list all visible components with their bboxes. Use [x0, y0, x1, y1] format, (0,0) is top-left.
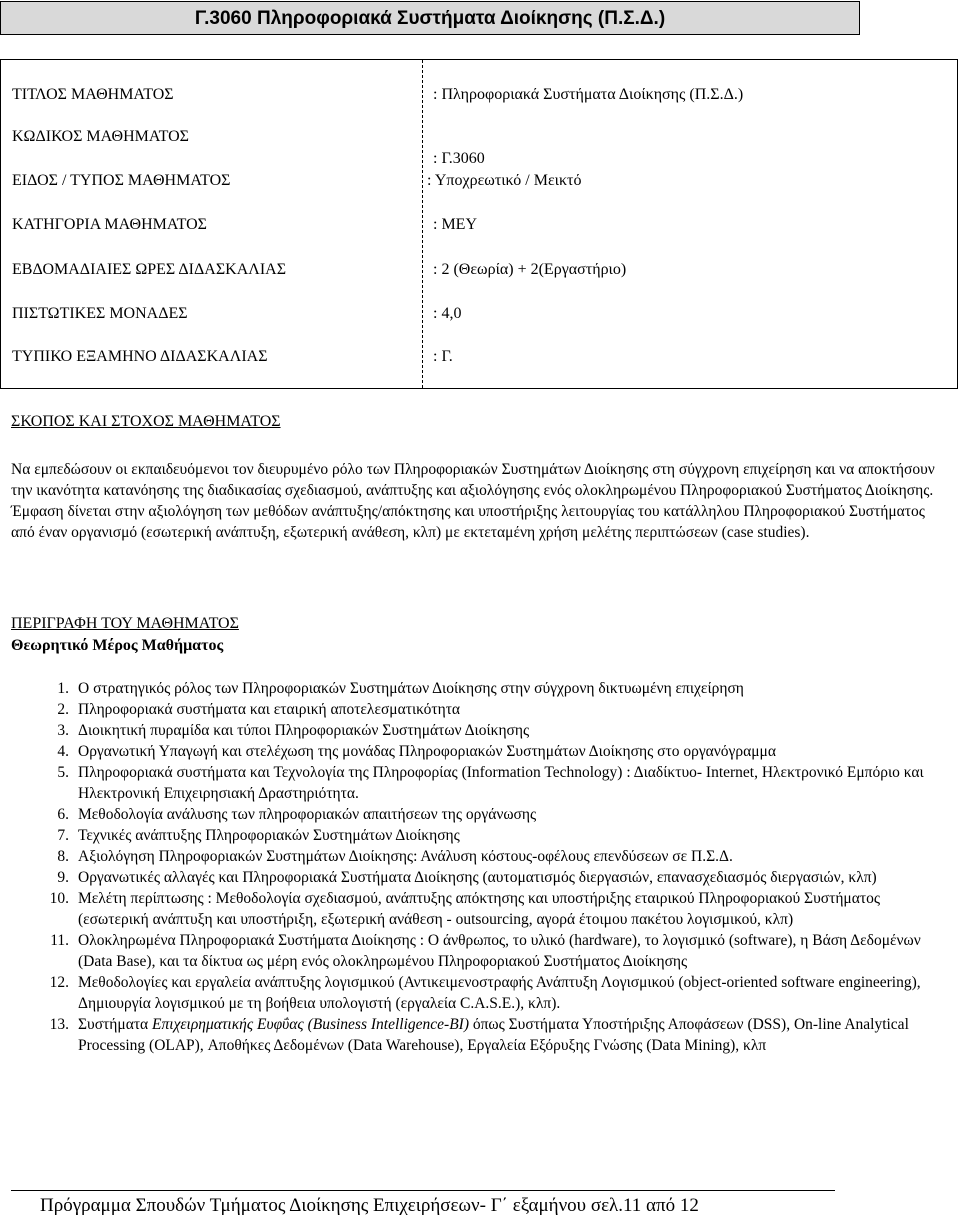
- value-course-title: : Πληροφοριακά Συστήματα Διοίκησης (Π.Σ.Δ.): [433, 86, 744, 103]
- label-course-type: ΕΙΔΟΣ / ΤΥΠΟΣ ΜΑΘΗΜΑΤΟΣ: [12, 172, 231, 189]
- list-item: 11. Ολοκληρωμένα Πληροφοριακά Συστήματα Διοίκησης : Ο άνθρωπος, το υλικό (hardware), το λογισμικό (software), η Βάση Δεδομένων (Data Base), και τα δίκτυα ως μέρη ενός ολοκληρωμένου Πληροφοριακού Συστήματος Διοίκησης: [50, 932, 921, 970]
- theory-subheading: Θεωρητικό Μέρος Μαθήματος: [11, 637, 224, 654]
- value-course-category: : ΜΕΥ: [433, 216, 477, 233]
- column-divider: [422, 60, 423, 388]
- list-item: 2. Πληροφοριακά συστήματα και εταιρική αποτελεσματικότητα: [57, 701, 461, 718]
- label-semester: ΤΥΠΙΚΟ ΕΞΑΜΗΝΟ ΔΙΔΑΣΚΑΛΙΑΣ: [12, 348, 268, 365]
- bi-italic-term: Επιχειρηματικής Ευφΰας (Business Intelligence-BI): [152, 1016, 469, 1033]
- label-course-code: ΚΩΔΙΚΟΣ ΜΑΘΗΜΑΤΟΣ: [12, 128, 189, 145]
- page-footer: Πρόγραμμα Σπουδών Τμήματος Διοίκησης Επιχειρήσεων- Γ΄ εξαμήνου σελ.11 από 12: [40, 1195, 699, 1216]
- objectives-heading: ΣΚΟΠΟΣ ΚΑΙ ΣΤΟΧΟΣ ΜΑΘΗΜΑΤΟΣ: [11, 413, 281, 430]
- page-title: Γ.3060 Πληροφοριακά Συστήματα Διοίκησης (Π.Σ.Δ.): [0, 1, 860, 35]
- list-item: 1. Ο στρατηγικός ρόλος των Πληροφοριακών Συστημάτων Διοίκησης στην σύγχρονη δικτυωμένη επιχείρηση: [57, 680, 744, 697]
- list-item: 12. Μεθοδολογίες και εργαλεία ανάπτυξης λογισμικού (Αντικειμενοστραφής Ανάπτυξη Λογισμικού (object-oriented software engineering), Δημιουργία λογισμικού με τη βοήθεια υπολογιστή (εργαλεία C.A.S.E.), κλπ).: [49, 974, 921, 1012]
- list-item: 4. Οργανωτική Υπαγωγή και στελέχωση της μονάδας Πληροφοριακών Συστημάτων Διοίκησης στο οργανόγραμμα: [57, 743, 776, 760]
- label-credit-units: ΠΙΣΤΩΤΙΚΕΣ ΜΟΝΑΔΕΣ: [12, 305, 188, 322]
- label-weekly-hours: ΕΒΔΟΜΑΔΙΑΙΕΣ ΩΡΕΣ ΔΙΔΑΣΚΑΛΙΑΣ: [12, 261, 287, 278]
- topic-13-text: Συστήματα Επιχειρηματικής Ευφΰας (Business Intelligence-BI) όπως Συστήματα Υποστήριξης Αποφάσεων (DSS), On-line Analytical Processing (OLAP), Αποθήκες Δεδομένων (Data Warehouse), Εργαλεία Εξόρυξης Γνώσης (Data Mining), κλπ: [78, 1016, 909, 1054]
- label-course-title: ΤΙΤΛΟΣ ΜΑΘΗΜΑΤΟΣ: [12, 86, 174, 103]
- topics-list: [0, 678, 950, 1056]
- list-item: 7. Τεχνικές ανάπτυξης Πληροφοριακών Συστημάτων Διοίκησης: [57, 827, 460, 844]
- list-item: 13. Συστήματα Επιχειρηματικής Ευφΰας (Business Intelligence-BI) όπως Συστήματα Υποστήριξης Αποφάσεων (DSS), On-line Analytical Processing (OLAP), Αποθήκες Δεδομένων (Data Warehouse), Εργαλεία Εξόρυξης Γνώσης (Data Mining), κλπ: [0, 1014, 950, 1056]
- list-item: 8. Αξιολόγηση Πληροφοριακών Συστημάτων Διοίκησης: Ανάλυση κόστους-οφέλους επενδύσεων σε Π.Σ.Δ.: [57, 848, 733, 865]
- course-info-table: [0, 59, 958, 389]
- label-course-category: ΚΑΤΗΓΟΡΙΑ ΜΑΘΗΜΑΤΟΣ: [12, 216, 207, 233]
- list-item: 3. Διοικητική πυραμίδα και τύποι Πληροφοριακών Συστημάτων Διοίκησης: [57, 722, 530, 739]
- footer-divider: [11, 1190, 835, 1191]
- value-course-code: : Γ.3060: [433, 150, 485, 167]
- value-credit-units: : 4,0: [433, 305, 462, 322]
- objectives-paragraph: [11, 459, 951, 543]
- objectives-text: Να εμπεδώσουν οι εκπαιδευόμενοι τον διευρυμένο ρόλο των Πληροφοριακών Συστημάτων Διοίκησης στη σύγχρονη επιχείρηση και να αποκτήσουν την ικανότητα κατανόησης της διαδικασίας σχεδιασμού, ανάπτυξης και αξιολόγησης ενός ολοκληρωμένου Πληροφοριακού Συστήματος Διοίκησης. Έμφαση δίνεται στην αξιολόγηση των μεθόδων ανάπτυξης/απόκτησης και υποστήριξης λειτουργίας του κατάλληλου Πληροφοριακού Συστήματος από έναν οργανισμό (εσωτερική ανάπτυξη, εξωτερική ανάθεση, κλπ) με εκτεταμένη χρήση μελέτης περιπτώσεων (case studies).: [11, 461, 935, 541]
- list-item: 6. Μεθοδολογία ανάλυσης των πληροφοριακών απαιτήσεων της οργάνωσης: [57, 806, 537, 823]
- description-heading: ΠΕΡΙΓΡΑΦΗ ΤΟΥ ΜΑΘΗΜΑΤΟΣ: [11, 615, 239, 632]
- list-item: 9. Οργανωτικές αλλαγές και Πληροφοριακά Συστήματα Διοίκησης (αυτοματισμός διεργασιών, επανασχεδιασμός διεργασιών, κλπ): [57, 869, 877, 886]
- list-item: 5. Πληροφοριακά συστήματα και Τεχνολογία της Πληροφορίας (Information Technology) : Διαδίκτυο- Internet, Ηλεκτρονικό Εμπόριο και Ηλεκτρονική Επιχειρησιακή Δραστηριότητα.: [57, 764, 924, 802]
- value-semester: : Γ.: [433, 348, 453, 365]
- list-item: 10. Μελέτη περίπτωσης : Μεθοδολογία σχεδιασμού, ανάπτυξης απόκτησης και υποστήριξης εταιρικού Πληροφοριακού Συστήματος (εσωτερική ανάπτυξη και υποστήριξη, εξωτερική ανάθεση - outsourcing, αγορά έτοιμου πακέτου λογισμικού, κλπ): [49, 890, 880, 928]
- value-weekly-hours: : 2 (Θεωρία) + 2(Εργαστήριο): [433, 261, 627, 278]
- value-course-type: : Υποχρεωτικό / Μεικτό: [427, 172, 582, 189]
